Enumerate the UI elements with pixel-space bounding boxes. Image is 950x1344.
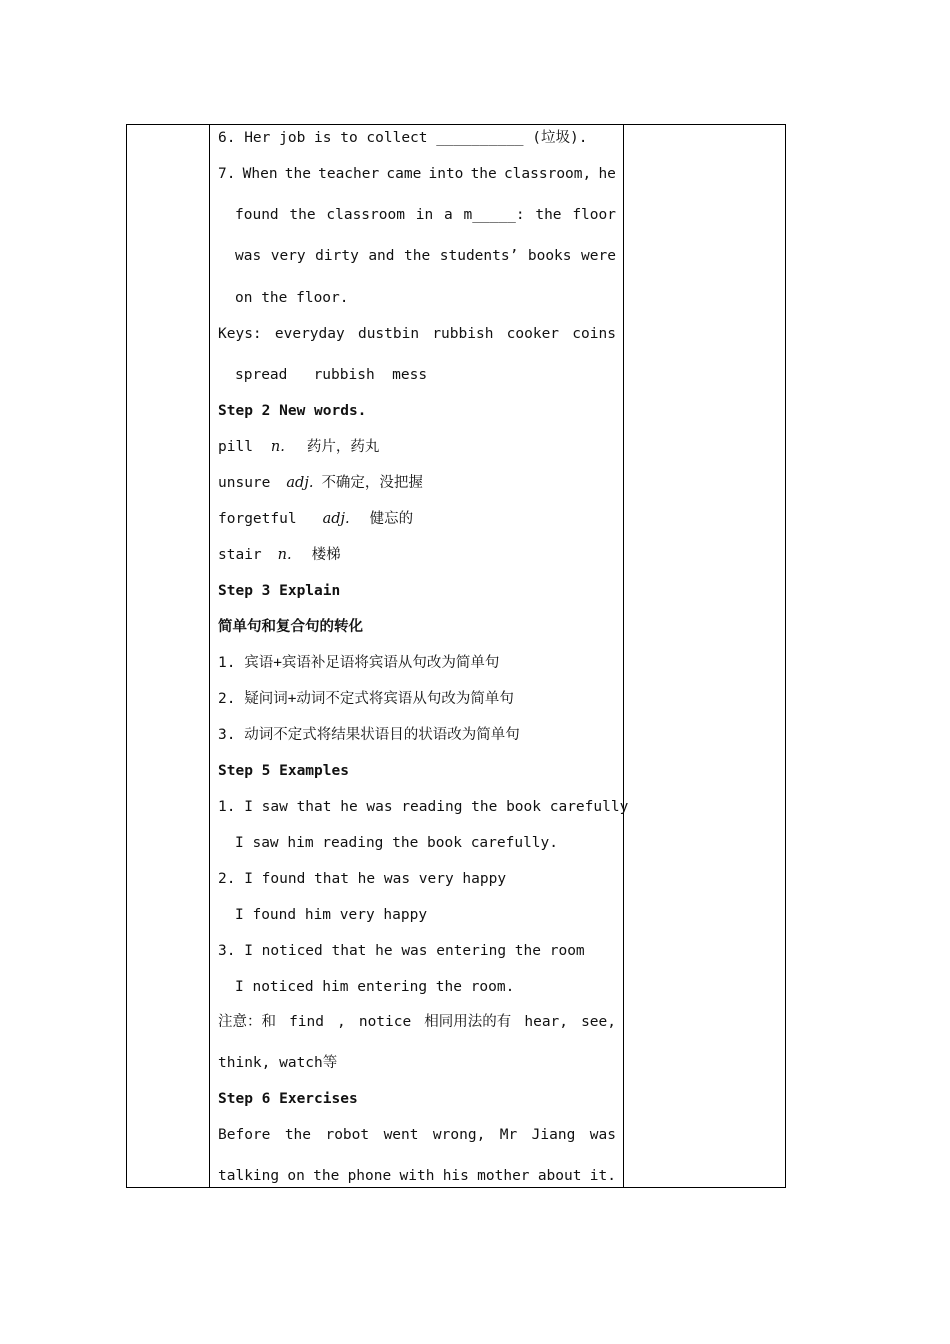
word: classroom,	[503, 166, 592, 182]
word: mother	[477, 1168, 530, 1184]
word: the	[404, 248, 431, 264]
word: and	[368, 248, 395, 264]
word: dirty	[315, 248, 359, 264]
word: on	[287, 1168, 305, 1184]
word: see,	[581, 1014, 616, 1030]
word: found	[235, 207, 279, 223]
word: dustbin	[357, 326, 420, 342]
example-answer: I noticed him entering the room.	[235, 979, 515, 995]
word: hear,	[524, 1014, 569, 1030]
word: unsure	[218, 475, 271, 491]
example-answer: I saw him reading the book carefully.	[235, 835, 559, 851]
column-divider-left	[209, 125, 210, 1187]
word: was	[589, 1127, 616, 1143]
keys-line-1	[218, 324, 616, 344]
word: 相同用法的有	[424, 1014, 512, 1030]
step-3-title: Step 3 Explain	[218, 583, 341, 599]
item-7-line-1	[218, 164, 616, 184]
word: with	[399, 1168, 435, 1184]
word: coins	[572, 326, 616, 342]
word: classroom	[326, 207, 405, 223]
example-question: 3. I noticed that he was entering the room	[218, 943, 585, 959]
meaning: 药片，药丸	[306, 439, 380, 455]
word: the	[535, 207, 562, 223]
word: came	[386, 166, 422, 182]
meaning: 健忘的	[369, 511, 414, 527]
part-of-speech: adj.	[322, 511, 350, 527]
word: m_____:	[463, 207, 525, 223]
word: wrong,	[432, 1127, 486, 1143]
word: find	[289, 1014, 324, 1030]
item-7-line-4: on the floor.	[235, 290, 349, 306]
word: went	[383, 1127, 419, 1143]
step-2-title: Step 2 New words.	[218, 403, 367, 419]
word: Jiang	[531, 1127, 576, 1143]
item-7-line-3	[235, 246, 616, 266]
explain-point: 3. 动词不定式将结果状语目的状语改为简单句	[218, 727, 520, 743]
step-6-title: Step 6 Exercises	[218, 1091, 358, 1107]
word: the	[289, 207, 316, 223]
word: cooker	[506, 326, 560, 342]
meaning: 不确定，没把握	[321, 475, 423, 491]
word: into	[428, 166, 464, 182]
word: students’	[439, 248, 519, 264]
word-entry	[218, 509, 413, 529]
word: forgetful	[218, 511, 297, 527]
word: ,	[337, 1014, 346, 1030]
explain-point: 2. 疑问词+动词不定式将宾语从句改为简单句	[218, 691, 514, 707]
note-line-1	[218, 1012, 616, 1032]
word: stair	[218, 547, 262, 563]
word: notice	[358, 1014, 412, 1030]
word: about	[537, 1168, 582, 1184]
part-of-speech: n.	[277, 547, 292, 563]
word: rubbish	[432, 326, 494, 342]
word: very	[270, 248, 306, 264]
exercise-line-2	[218, 1166, 616, 1186]
word: phone	[347, 1168, 392, 1184]
word: a	[443, 207, 453, 223]
word: 注意：和	[218, 1014, 276, 1030]
item-6: 6. Her job is to collect __________ (垃圾).	[218, 130, 588, 146]
word: he	[598, 166, 616, 182]
explain-point: 1. 宾语+宾语补足语将宾语从句改为简单句	[218, 655, 500, 671]
word: floor	[572, 207, 616, 223]
step-3-subtitle: 简单句和复合句的转化	[218, 619, 363, 635]
example-answer: I found him very happy	[235, 907, 428, 923]
word: robot	[325, 1127, 370, 1143]
word: books	[527, 248, 572, 264]
word: teacher	[318, 166, 380, 182]
word: the	[284, 166, 311, 182]
column-divider-right	[623, 125, 624, 1187]
word: was	[235, 248, 262, 264]
item-7-line-2	[235, 205, 616, 225]
word: Before	[218, 1127, 271, 1143]
word: Mr	[499, 1127, 518, 1143]
word: were	[581, 248, 616, 264]
part-of-speech: n.	[270, 439, 285, 455]
word: pill	[218, 439, 253, 455]
word-entry	[218, 545, 341, 565]
exercise-line-1	[218, 1125, 616, 1145]
step-5-title: Step 5 Examples	[218, 763, 349, 779]
part-of-speech: adj.	[286, 475, 314, 491]
example-question: 2. I found that he was very happy	[218, 871, 507, 887]
word-entry	[218, 473, 423, 493]
word: the	[284, 1127, 312, 1143]
note-line-2: think, watch等	[218, 1055, 338, 1071]
example-question: 1. I saw that he was reading the book carefully	[218, 799, 629, 815]
word: it.	[589, 1168, 616, 1184]
word: Keys:	[218, 326, 262, 342]
word: When	[242, 166, 278, 182]
word-entry	[218, 437, 379, 457]
word: the	[313, 1168, 340, 1184]
word: 7.	[218, 166, 236, 182]
word: the	[470, 166, 497, 182]
keys-line-2: spread rubbish mess	[235, 367, 428, 383]
word: in	[415, 207, 434, 223]
meaning: 楼梯	[311, 547, 341, 563]
word: everyday	[274, 326, 345, 342]
word: his	[442, 1168, 469, 1184]
word: talking	[218, 1168, 280, 1184]
